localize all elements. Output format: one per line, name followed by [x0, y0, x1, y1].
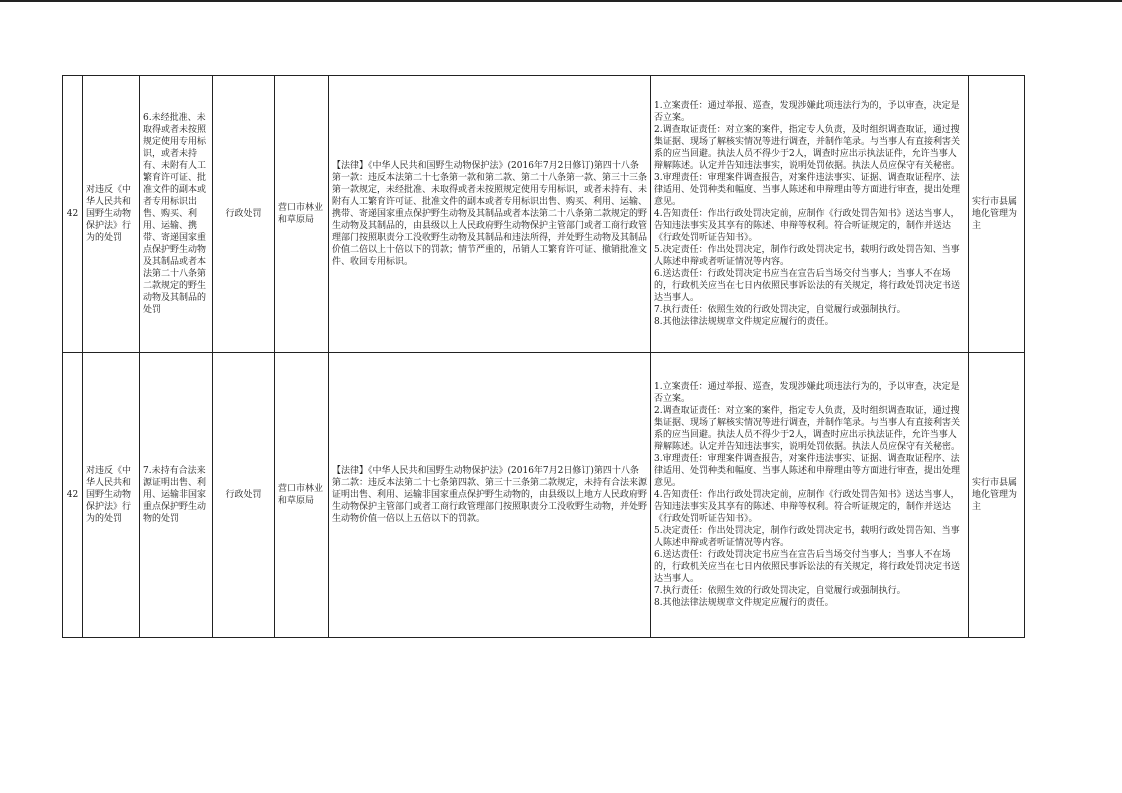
responsibility-item: 1.立案责任：通过举报、巡查，发现涉嫌此项违法行为的，予以审查，决定是否立案。 [654, 382, 960, 404]
responsibility-item: 4.告知责任：作出行政处罚决定前，应制作《行政处罚告知书》送达当事人，告知违法事实及其享有的陈述、申辩等权利。符合听证规定的，制作并送达《行政处罚听证告知书》。 [654, 209, 960, 243]
sub-item: 7.未持有合法来源证明出售、利用、运输非国家重点保护野生动物的处罚 [140, 353, 213, 638]
responsibility-item: 5.决定责任：作出处罚决定，制作行政处罚决定书，载明行政处罚告知、当事人陈述申辩或者听证情况等内容。 [654, 245, 960, 267]
responsibility-item: 2.调查取证责任：对立案的案件，指定专人负责，及时组织调查取证，通过搜集证据、现场了解核实情况等进行调查，并制作笔录。与当事人有直接利害关系的应当回避。执法人员不得少于2人，调查时应出示执法证件，允许当事人辩解陈述。认定并告知违法事实，说明处罚依据。执法人员应保守有关秘密。 [654, 125, 961, 171]
responsibility-item: 5.决定责任：作出处罚决定，制作行政处罚决定书，载明行政处罚告知、当事人陈述申辩或者听证情况等内容。 [654, 526, 960, 548]
responsibility-list [651, 76, 969, 353]
power-list-table [62, 75, 1025, 638]
responsibility-item: 8.其他法律法规规章文件规定应履行的责任。 [654, 317, 834, 327]
responsibility-item: 8.其他法律法规规章文件规定应履行的责任。 [654, 598, 834, 608]
responsibility-item: 3.审理责任：审理案件调查报告，对案件违法事实、证据、调查取证程序、法律适用、处罚种类和幅度、当事人陈述和申辩理由等方面进行审查，提出处理意见。 [654, 454, 961, 488]
responsibility-item: 7.执行责任：依照生效的行政处罚决定，自觉履行或强制执行。 [654, 305, 906, 315]
responsibility-item: 6.送达责任：行政处罚决定书应当在宣告后当场交付当事人；当事人不在场的，行政机关应当在七日内依照民事诉讼法的有关规定，将行政处罚决定书送达当事人。 [654, 269, 961, 303]
item-number: 42 [63, 353, 83, 638]
responsibility-item: 4.告知责任：作出行政处罚决定前，应制作《行政处罚告知书》送达当事人，告知违法事实及其享有的陈述、申辩等权利。符合听证规定的，制作并送达《行政处罚听证告知书》。 [654, 490, 960, 524]
item-category: 行政处罚 [213, 353, 275, 638]
responsibility-item: 1.立案责任：通过举报、巡查，发现涉嫌此项违法行为的，予以审查，决定是否立案。 [654, 101, 960, 123]
table-row [63, 353, 1025, 638]
top-rule [0, 0, 1122, 2]
table-row [63, 76, 1025, 353]
item-name: 对违反《中华人民共和国野生动物保护法》行为的处罚 [83, 353, 140, 638]
responsibility-item: 6.送达责任：行政处罚决定书应当在宣告后当场交付当事人；当事人不在场的，行政机关应当在七日内依照民事诉讼法的有关规定，将行政处罚决定书送达当事人。 [654, 550, 961, 584]
responsibility-item: 3.审理责任：审理案件调查报告，对案件违法事实、证据、调查取证程序、法律适用、处罚种类和幅度、当事人陈述和申辩理由等方面进行审查，提出处理意见。 [654, 173, 961, 207]
remark: 实行市县属地化管理为主 [969, 353, 1025, 638]
legal-basis: 【法律】《中华人民共和国野生动物保护法》(2016年7月2日修订)第四十八条第二款：违反本法第二十七条第四款、第三十三条第二款规定，未持有合法来源证明出售、利用、运输非国家重点保护野生动物的，由县级以上地方人民政府野生动物保护主管部门或者工商行政管理部门按照职责分工没收野生动物，并处野生动物价值一倍以上五倍以下的罚款。 [329, 353, 651, 638]
remark: 实行市县属地化管理为主 [969, 76, 1025, 353]
item-name: 对违反《中华人民共和国野生动物保护法》行为的处罚 [83, 76, 140, 353]
legal-basis: 【法律】《中华人民共和国野生动物保护法》(2016年7月2日修订)第四十八条第一款：违反本法第二十七条第一款和第二款、第二十八条第一款、第三十三条第一款规定，未经批准、未取得或者未按照规定使用专用标识，或者未持有、未附有人工繁育许可证、批准文件的副本或者专用标识出售、购买、利用、运输、携带、寄递国家重点保护野生动物及其制品或者本法第二十八条第二款规定的野生动物及其制品的，由县级以上人民政府野生动物保护主管部门或者工商行政管理部门按照职责分工没收野生动物及其制品和违法所得，并处野生动物及其制品价值二倍以上十倍以下的罚款；情节严重的，吊销人工繁育许可证、撤销批准文件、收回专用标识。 [329, 76, 651, 353]
item-number: 42 [63, 76, 83, 353]
item-category: 行政处罚 [213, 76, 275, 353]
responsibility-item: 2.调查取证责任：对立案的案件，指定专人负责，及时组织调查取证，通过搜集证据、现场了解核实情况等进行调查，并制作笔录。与当事人有直接利害关系的应当回避。执法人员不得少于2人，调查时应出示执法证件，允许当事人辩解陈述。认定并告知违法事实，说明处罚依据。执法人员应保守有关秘密。 [654, 406, 961, 452]
implementing-department: 营口市林业和草原局 [275, 353, 329, 638]
sub-item: 6.未经批准、未取得或者未按照规定使用专用标识，或者未持有、未附有人工繁育许可证、批准文件的副本或者专用标识出售、购买、利用、运输、携带、寄递国家重点保护野生动物及其制品或者本法第二十八条第二款规定的野生动物及其制品的处罚 [140, 76, 213, 353]
responsibility-item: 7.执行责任：依照生效的行政处罚决定，自觉履行或强制执行。 [654, 586, 906, 596]
responsibility-list [651, 353, 969, 638]
implementing-department: 营口市林业和草原局 [275, 76, 329, 353]
